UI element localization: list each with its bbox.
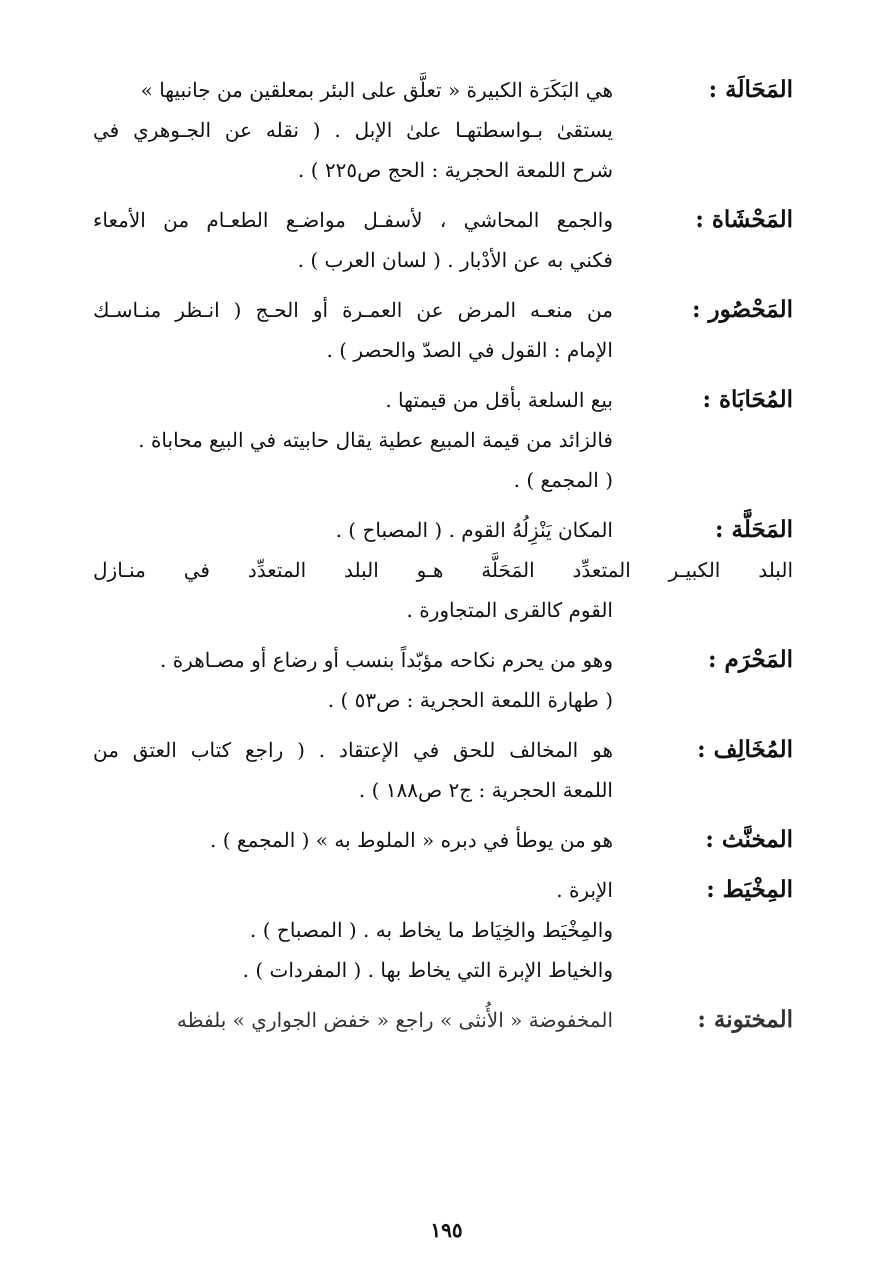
definition-line: فالزائد من قيمة المبيع عطية يقال حابيته في البيع محاباة . [138,428,613,452]
entry-almahram [93,640,793,720]
definition-line: بيع السلعة بأقل من قيمتها . [385,388,613,412]
definition-line: من منعـه المرض عن العمـرة أو الحـج ( انـظر منـاسـك [93,298,613,322]
definition-line: وهو من يحرم نكاحه مؤبّداً بنسب أو رضاع أو مصـاهرة . [159,648,613,672]
entry-almahsur [93,290,793,370]
definition-line: ( المجمع ) . [513,468,613,492]
definition-line: شرح اللمعة الحجرية : الحج ص٢٢٥ ) . [298,158,613,182]
entry-term: المَحْصُور : [692,296,793,323]
entry-definition [93,640,613,720]
entry-term: المُخَالِف : [697,736,793,763]
definition-line: القوم كالقرى المتجاورة . [406,598,613,622]
definition-line: المخفوضة « الأُنثى » راجع « خفض الجواري » بلفظه [176,1008,613,1032]
definition-line: ( طهارة اللمعة الحجرية : ص٥٣ ) . [327,688,613,712]
definition-line: الإمام : القول في الصدّ والحصر ) . [326,338,613,362]
entry-almukhalif [93,730,793,810]
entry-almukhannath [93,820,793,860]
definition-line: والمِخْيَط والخِيَاط ما يخاط به . ( المصباح ) . [250,918,613,942]
entry-definition [93,380,613,500]
entry-definition [93,820,613,860]
entry-definition [93,200,613,280]
page-number: ١٩٥ [430,1218,463,1242]
entry-term: المَحَلَّة : [715,516,793,543]
definition-line: البلد الكبيـر المتعدِّد المَحَلَّة هـو البلد المتعدِّد في منـازل [93,558,793,582]
definition-line: والجمع المحاشي ، لأسفـل مواضـع الطعـام من الأمعاء [93,208,613,232]
definition-line: يستقىٰ بـواسطتهـا علىٰ الإبل . ( نقله عن الجـوهري في [93,118,613,142]
entry-definition [93,290,613,370]
definition-line: الإبرة . [556,878,613,902]
entry-term: المِخْيَط : [706,876,793,903]
definition-line: المكان يَنْزِلُهُ القوم . ( المصباح ) . [335,518,613,542]
entry-definition [93,870,613,990]
entry-term: المَحْشَاة : [695,206,793,233]
entry-term: المَحَالَة : [708,76,793,103]
entry-definition [93,1000,613,1040]
entry-term: المَحْرَم : [708,646,793,673]
entry-almakhtuna [93,1000,793,1040]
entry-term: المختونة : [697,1006,793,1033]
entry-almahala [93,70,793,190]
entry-definition [93,510,793,630]
definition-line: اللمعة الحجرية : ج٢ ص١٨٨ ) . [358,778,613,802]
entry-term: المُحَابَاة : [702,386,793,413]
definition-line: هي البَكَرَة الكبيرة « تعلَّق على البئر بمعلقين من جانبيها » [140,78,613,102]
entry-almikhyat [93,870,793,990]
entry-term: المخنَّث : [705,826,793,853]
entry-almahshat [93,200,793,280]
definition-line: هو المخالف للحق في الإعتقاد . ( راجع كتاب العتق من [93,738,613,762]
definition-line: فكني به عن الأدْبار . ( لسان العرب ) . [297,248,613,272]
definition-line: والخياط الإبرة التي يخاط بها . ( المفردات ) . [242,958,613,982]
entry-definition [93,730,613,810]
definition-line: هو من يوطأ في دبره « الملوط به » ( المجمع ) . [210,828,613,852]
entry-almahalla [93,510,793,630]
entry-definition [93,70,613,190]
entry-almuhabat [93,380,793,500]
glossary-entries [93,70,793,1050]
